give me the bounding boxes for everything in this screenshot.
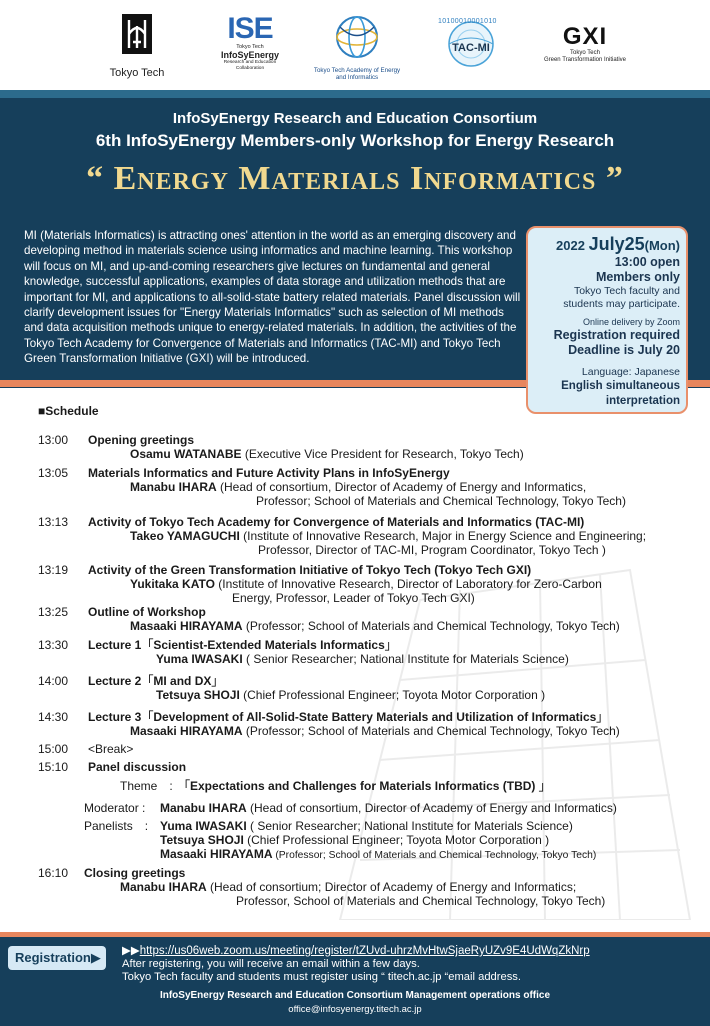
gxi-mark (540, 24, 630, 50)
item-title: Opening greetings (88, 433, 195, 447)
item-time: 13:00 (38, 433, 69, 447)
item-time: 13:25 (38, 605, 69, 619)
item-title: Lecture 1「Scientist-Extended Materials Informatics」 (88, 638, 397, 652)
ise-sub1: Tokyo Tech (236, 44, 264, 50)
registration-button[interactable]: Registration▶ (8, 946, 106, 970)
speaker-affiliation: (Chief Professional Engineer; Toyota Motor Corporation ) (239, 688, 546, 702)
speaker-affiliation: (Professor; School of Materials and Chemical Technology, Tokyo Tech) (242, 619, 620, 633)
tacmi-logo (432, 14, 510, 75)
academy-logo (312, 12, 402, 81)
interpretation-2: interpretation (605, 395, 680, 407)
panel-time: 15:10 (38, 760, 69, 774)
speaker-name: Masaaki HIRAYAMA (130, 619, 243, 633)
item-time: 14:30 (38, 710, 69, 724)
faculty-note-1: Tokyo Tech faculty and (573, 285, 680, 297)
event-weekday: (Mon) (644, 238, 680, 253)
break-time: 15:00 (38, 742, 69, 756)
break-label: <Break> (88, 742, 134, 756)
registration-note-1: After registering, you will receive an email within a few days. (122, 958, 420, 970)
item-title: Lecture 2「MI and DX」 (88, 674, 224, 688)
building-watermark-icon (300, 560, 710, 920)
members-only: Members only (595, 270, 680, 284)
moderator-name: Manabu IHARA (160, 801, 247, 815)
academy-globe-icon (332, 12, 382, 62)
closing-title: Closing greetings (84, 866, 186, 880)
theme-label: Theme : (120, 779, 173, 793)
panelist-affiliation: (Professor; School of Materials and Chemical Technology, Tokyo Tech) (272, 850, 597, 861)
panelists-label: Panelists : (84, 819, 149, 833)
closing-name: Manabu IHARA (120, 880, 207, 894)
schedule-heading: ■Schedule (38, 404, 99, 418)
speaker-affiliation: ( Senior Researcher; National Institute for Materials Science) (242, 652, 569, 666)
speaker-affiliation: (Institute of Innovative Research, Major in Energy Science and Engineering; (239, 529, 647, 543)
ise-sub3: Research and Education (223, 60, 277, 66)
office-name: InfoSyEnergy Research and Education Consortium Management operations office (159, 990, 551, 1001)
tokyo-tech-logo (102, 12, 172, 79)
consortium-name: InfoSyEnergy Research and Education Consortium (172, 110, 538, 127)
logo-strip (0, 0, 710, 90)
event-year: 2022 (556, 238, 585, 253)
speaker-affiliation-2: Professor; School of Materials and Chemical Technology, Tokyo Tech) (256, 494, 626, 508)
event-month-day: July25 (588, 234, 645, 254)
speaker-name: Manabu IHARA (130, 480, 217, 494)
item-title: Materials Informatics and Future Activity Plans in InfoSyEnergy (88, 466, 450, 480)
speaker-affiliation-2: Professor, Director of TAC-MI, Program Coordinator, Tokyo Tech ) (258, 543, 606, 557)
arrows-icon: ▶▶ (122, 945, 140, 957)
speaker-affiliation-2: Energy, Professor, Leader of Tokyo Tech GXI) (232, 591, 475, 605)
interpretation-1: English simultaneous (561, 380, 680, 392)
ise-logo (220, 14, 280, 71)
speaker-name: Yuma IWASAKI (156, 652, 243, 666)
workshop-title: “ Energy Materials Informatics ” (86, 160, 624, 197)
panelist-name: Tetsuya SHOJI (160, 833, 244, 847)
closing-affiliation-2: Professor, School of Materials and Chemical Technology, Tokyo Tech) (236, 894, 606, 908)
moderator-label: Moderator : (84, 801, 146, 815)
registration-deadline: Deadline is July 20 (568, 343, 680, 357)
item-title: Activity of the Green Transformation Initiative of Tokyo Tech (Tokyo Tech GXI) (88, 563, 532, 577)
item-time: 13:05 (38, 466, 69, 480)
date-info-box (526, 226, 688, 414)
gxi-text: GXI (562, 23, 608, 50)
speaker-name: Tetsuya SHOJI (156, 688, 240, 702)
panel-title: Panel discussion (88, 760, 187, 774)
item-title: Outline of Workshop (88, 605, 206, 619)
speaker-name: Masaaki HIRAYAMA (130, 724, 243, 738)
registration-required: Registration required (553, 328, 680, 342)
header-top-stripe (0, 90, 710, 98)
speaker-affiliation: (Head of consortium, Director of Academy of Energy and Informatics, (216, 480, 587, 494)
speaker-name: Takeo YAMAGUCHI (130, 529, 240, 543)
ise-sub2: InfoSyEnergy (220, 50, 279, 61)
open-time: 13:00 open (614, 255, 680, 269)
closing-time: 16:10 (38, 866, 69, 880)
tacmi-binary: 10100010001010 (438, 18, 497, 25)
tokyo-tech-emblem-icon (120, 12, 154, 56)
item-time: 13:30 (38, 638, 69, 652)
academy-caption: Tokyo Tech Academy of Energy and Informatics (313, 67, 401, 82)
closing-affiliation: (Head of consortium; Director of Academy of Energy and Informatics; (206, 880, 577, 894)
speaker-affiliation: (Executive Vice President for Research, Tokyo Tech) (241, 447, 524, 461)
language: Language: Japanese (581, 366, 680, 378)
panelist-name: Yuma IWASAKI (160, 819, 247, 833)
speaker-affiliation: (Professor; School of Materials and Chemical Technology, Tokyo Tech) (242, 724, 620, 738)
item-time: 14:00 (38, 674, 69, 688)
item-time: 13:19 (38, 563, 69, 577)
registration-link-row (122, 943, 590, 957)
tacmi-label: TAC-MI (452, 42, 490, 54)
theme-text: 「Expectations and Challenges for Materials Informatics (TBD) 」 (178, 779, 551, 793)
item-time: 13:13 (38, 515, 69, 529)
moderator-affiliation: (Head of consortium, Director of Academy of Energy and Informatics) (246, 801, 617, 815)
workshop-name: 6th InfoSyEnergy Members-only Workshop for Energy Research (95, 131, 615, 150)
ise-mark: ISE (227, 12, 273, 45)
office-email: office@infosyenergy.titech.ac.jp (288, 1004, 422, 1015)
faculty-note-2: students may participate. (563, 298, 680, 310)
item-title: Lecture 3「Development of All-Solid-State Battery Materials and Utilization of Informatics」 (88, 710, 609, 724)
event-date (534, 234, 680, 255)
gxi-sub2: Green Transformation Initiative (543, 56, 627, 63)
speaker-name: Osamu WATANABE (130, 447, 242, 461)
panelist-affiliation: (Chief Professional Engineer; Toyota Motor Corporation ) (243, 833, 550, 847)
registration-note-2: Tokyo Tech faculty and students must register using “ titech.ac.jp “email address. (122, 971, 521, 983)
panelist-affiliation: ( Senior Researcher; National Institute for Materials Science) (246, 819, 573, 833)
ise-sub4: Collaboration (235, 65, 265, 71)
panelist-name: Masaaki HIRAYAMA (160, 847, 273, 861)
item-title: Activity of Tokyo Tech Academy for Convergence of Materials and Informatics (TAC-MI) (88, 515, 585, 529)
online-delivery: Online delivery by Zoom (582, 317, 680, 327)
workshop-description: MI (Materials Informatics) is attracting ones' attention in the world as an emerging discovery and developing method in materials science using informatics and machine learning. This workshop will focus on MI, and up-and-coming researchers give lectures on fundamental and general knowledge, successful applications, examples of data storage and utilization methods that are important for MI, and applications to all-solid-state battery related materials. Panel discussion will clarify development issues for "Energy Materials Informatics" such as selection of MI methods and data acquisition methods unique to energy-related materials. In addition, the activities of the Tokyo Tech Academy for Convergence of Materials and Informatics (TAC-MI) and Tokyo Tech Green Transformation Initiative (GXI) will be introduced. (24, 229, 521, 366)
gxi-logo (540, 24, 630, 64)
gxi-sub1: Tokyo Tech (570, 50, 600, 56)
registration-link[interactable]: https://us06web.zoom.us/meeting/register/tZUvd-uhrzMvHtwSjaeRyUZv9E4UdWqZkNrp (139, 945, 590, 957)
speaker-affiliation: (Institute of Innovative Research, Director of Laboratory for Zero-Carbon (214, 577, 602, 591)
speaker-name: Yukitaka KATO (130, 577, 215, 591)
tokyo-tech-caption: Tokyo Tech (109, 67, 165, 79)
footer-accent-bar (0, 932, 710, 937)
